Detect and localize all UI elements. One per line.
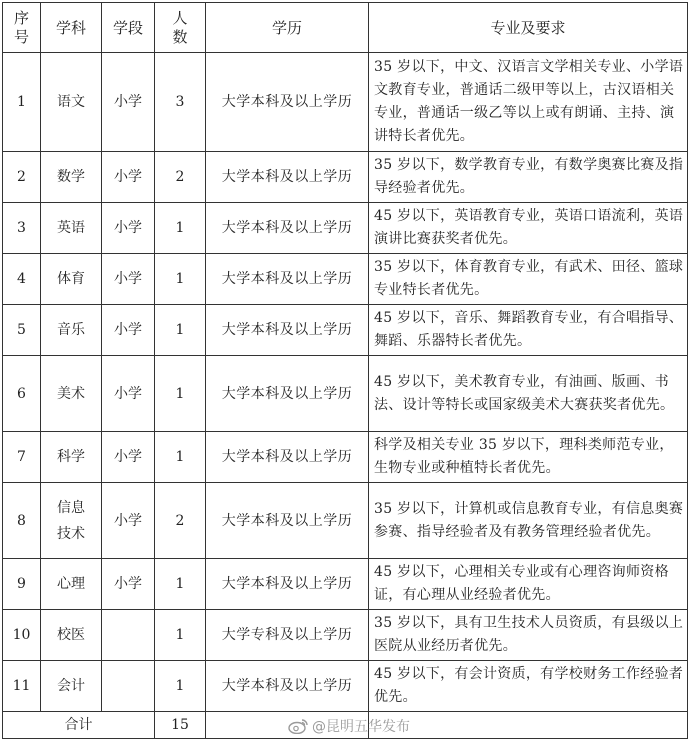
row-stage: 小学 <box>102 254 155 305</box>
row-no: 2 <box>3 152 41 203</box>
row-education: 大学专科及以上学历 <box>206 610 369 661</box>
row-requirements: 45 岁以下，有会计资质，有学校财务工作经验者优先。 <box>369 661 688 712</box>
row-requirements: 科学及相关专业 35 岁以下，理科类师范专业，生物专业或种植特长者优先。 <box>369 432 688 483</box>
row-subject: 科学 <box>41 432 102 483</box>
row-count: 1 <box>155 356 206 432</box>
header-stage: 学段 <box>102 3 155 53</box>
row-no: 7 <box>3 432 41 483</box>
row-no: 3 <box>3 203 41 254</box>
row-requirements: 35 岁以下，中文、汉语言文学相关专业、小学语文教育专业，普通话二级甲等以上，古汉语相关专业，普通话一级乙等以上或有朗诵、主持、演讲特长者优先。 <box>369 53 688 152</box>
row-count: 2 <box>155 483 206 559</box>
row-stage: 小学 <box>102 53 155 152</box>
row-stage: 小学 <box>102 356 155 432</box>
table-row <box>3 152 688 203</box>
row-count: 1 <box>155 559 206 610</box>
recruitment-table <box>2 2 688 739</box>
header-education: 学历 <box>206 3 369 53</box>
row-education: 大学本科及以上学历 <box>206 53 369 152</box>
row-subject: 语文 <box>41 53 102 152</box>
row-no: 5 <box>3 305 41 356</box>
weibo-watermark <box>288 716 410 736</box>
row-subject: 美术 <box>41 356 102 432</box>
header-requirements: 专业及要求 <box>369 3 688 53</box>
row-education: 大学本科及以上学历 <box>206 356 369 432</box>
row-count: 2 <box>155 152 206 203</box>
table-row <box>3 356 688 432</box>
row-education: 大学本科及以上学历 <box>206 661 369 712</box>
table-row <box>3 661 688 712</box>
row-subject: 信息技术 <box>41 483 102 559</box>
weibo-icon <box>288 718 308 734</box>
row-stage: 小学 <box>102 152 155 203</box>
row-count: 1 <box>155 203 206 254</box>
row-education: 大学本科及以上学历 <box>206 483 369 559</box>
row-stage: 小学 <box>102 305 155 356</box>
row-stage <box>102 661 155 712</box>
header-subject: 学科 <box>41 3 102 53</box>
row-subject: 体育 <box>41 254 102 305</box>
row-count: 1 <box>155 661 206 712</box>
table-row <box>3 53 688 152</box>
row-education: 大学本科及以上学历 <box>206 432 369 483</box>
row-subject: 英语 <box>41 203 102 254</box>
row-no: 10 <box>3 610 41 661</box>
row-subject: 心理 <box>41 559 102 610</box>
row-education: 大学本科及以上学历 <box>206 203 369 254</box>
watermark-text: @昆明五华发布 <box>312 719 410 735</box>
row-count: 1 <box>155 254 206 305</box>
table-row <box>3 254 688 305</box>
total-label: 合计 <box>3 712 155 739</box>
row-subject: 数学 <box>41 152 102 203</box>
row-requirements: 35 岁以下，数学教育专业，有数学奥赛比赛及指导经验者优先。 <box>369 152 688 203</box>
total-count: 15 <box>155 712 206 739</box>
row-no: 11 <box>3 661 41 712</box>
row-requirements: 45 岁以下，音乐、舞蹈教育专业，有合唱指导、舞蹈、乐器特长者优先。 <box>369 305 688 356</box>
table-row <box>3 203 688 254</box>
row-stage: 小学 <box>102 203 155 254</box>
row-no: 8 <box>3 483 41 559</box>
row-requirements: 45 岁以下，英语教育专业，英语口语流利，英语演讲比赛获奖者优先。 <box>369 203 688 254</box>
header-row <box>3 3 688 53</box>
row-subject: 音乐 <box>41 305 102 356</box>
row-count: 1 <box>155 305 206 356</box>
table-row <box>3 305 688 356</box>
row-subject: 会计 <box>41 661 102 712</box>
table-row <box>3 483 688 559</box>
table-row <box>3 559 688 610</box>
header-count: 人数 <box>155 3 206 53</box>
row-stage: 小学 <box>102 559 155 610</box>
table-row <box>3 610 688 661</box>
row-requirements: 35 岁以下，体育教育专业，有武术、田径、篮球专业特长者优先。 <box>369 254 688 305</box>
row-no: 9 <box>3 559 41 610</box>
row-requirements: 45 岁以下，心理相关专业或有心理咨询师资格证，有心理从业经验者优先。 <box>369 559 688 610</box>
total-empty-requirements <box>369 712 688 739</box>
row-stage <box>102 610 155 661</box>
row-requirements: 35 岁以下，具有卫生技术人员资质，有县级以上医院从业经历者优先。 <box>369 610 688 661</box>
row-stage: 小学 <box>102 432 155 483</box>
row-education: 大学本科及以上学历 <box>206 559 369 610</box>
row-requirements: 35 岁以下，计算机或信息教育专业，有信息奥赛参赛、指导经验者及有教务管理经验者优先。 <box>369 483 688 559</box>
row-education: 大学本科及以上学历 <box>206 152 369 203</box>
row-stage: 小学 <box>102 483 155 559</box>
row-count: 1 <box>155 432 206 483</box>
header-no: 序号 <box>3 3 41 53</box>
row-education: 大学本科及以上学历 <box>206 254 369 305</box>
table-row <box>3 432 688 483</box>
row-no: 4 <box>3 254 41 305</box>
row-education: 大学本科及以上学历 <box>206 305 369 356</box>
row-requirements: 45 岁以下，美术教育专业，有油画、版画、书法、设计等特长或国家级美术大赛获奖者优先。 <box>369 356 688 432</box>
row-no: 1 <box>3 53 41 152</box>
row-count: 3 <box>155 53 206 152</box>
row-count: 1 <box>155 610 206 661</box>
row-subject: 校医 <box>41 610 102 661</box>
row-no: 6 <box>3 356 41 432</box>
